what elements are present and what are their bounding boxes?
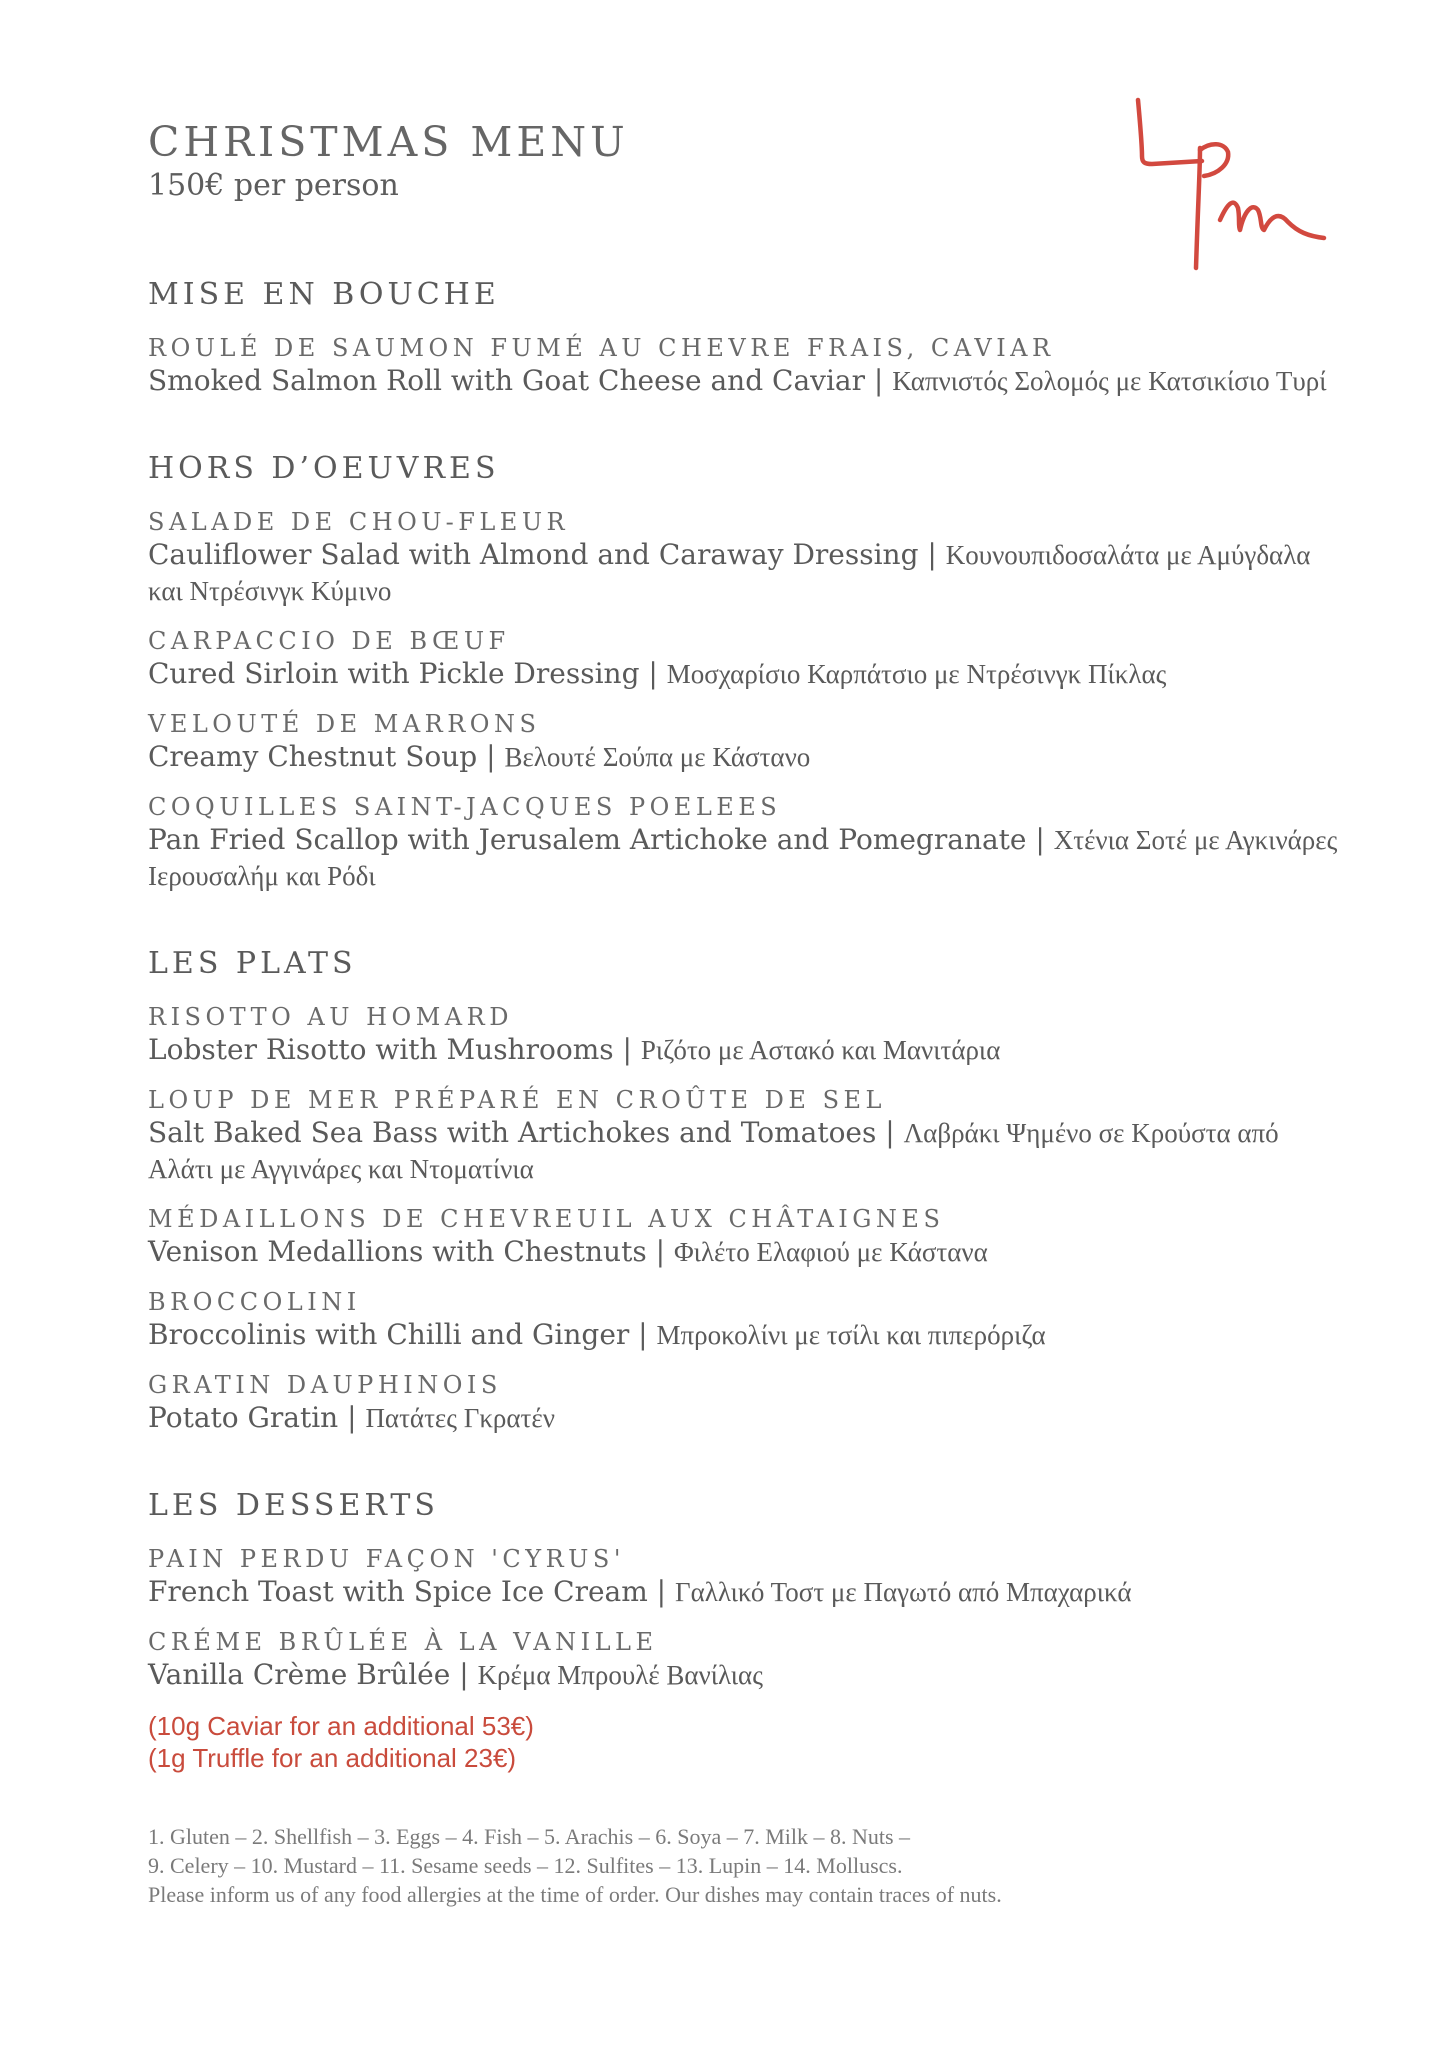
dish-french-name: PAIN PERDU FAÇON 'CYRUS' — [148, 1545, 625, 1573]
dish-french-name: BROCCOLINI — [148, 1288, 361, 1316]
dish-description — [148, 1032, 1338, 1068]
dish-description — [148, 1574, 1338, 1610]
dish-description — [148, 1234, 1338, 1270]
dish-separator: | — [647, 1575, 675, 1608]
dish-separator: | — [639, 657, 667, 690]
dish-separator: | — [1026, 823, 1054, 856]
dish-greek-name: Πατάτες Γκρατέν — [365, 1403, 555, 1433]
dish-item — [148, 1002, 1348, 1068]
dish-item — [148, 792, 1348, 894]
dish-greek-name: Κρέμα Μπρουλέ Βανίλιας — [477, 1660, 763, 1690]
dish-separator: | — [450, 1658, 478, 1691]
caviar-supplement: (10g Caviar for an additional 53€) — [148, 1711, 534, 1741]
dish-separator: | — [629, 1318, 657, 1351]
dish-separator: | — [918, 538, 946, 571]
dish-greek-name: Βελουτέ Σούπα με Κάστανο — [504, 742, 811, 772]
dish-separator: | — [613, 1033, 641, 1066]
dish-item — [148, 626, 1348, 692]
dish-greek-name: Μοσχαρίσιο Καρπάτσιο με Ντρέσινγκ Πίκλας — [666, 659, 1167, 689]
dish-item — [148, 1085, 1348, 1187]
supplements — [148, 1710, 1348, 1774]
dish-english-name: Creamy Chestnut Soup — [148, 740, 478, 773]
dish-item — [148, 507, 1348, 609]
dish-description — [148, 537, 1338, 609]
dish-separator: | — [338, 1401, 366, 1434]
allergen-list-line-2: 9. Celery – 10. Mustard – 11. Sesame seeds – 12. Sulfites – 13. Lupin – 14. Molluscs. — [148, 1853, 903, 1878]
dish-greek-name: Καπνιστός Σολομός με Κατσικίσιο Τυρί — [892, 366, 1327, 396]
dish-english-name: Smoked Salmon Roll with Goat Cheese and Caviar — [148, 364, 866, 397]
dish-french-name: SALADE DE CHOU-FLEUR — [148, 508, 570, 536]
dish-english-name: Pan Fried Scallop with Jerusalem Artichoke and Pomegranate — [148, 823, 1027, 856]
dish-french-name: GRATIN DAUPHINOIS — [148, 1371, 502, 1399]
dish-english-name: Potato Gratin — [148, 1401, 339, 1434]
section-mise-en-bouche — [148, 277, 1348, 399]
dish-french-name: RISOTTO AU HOMARD — [148, 1003, 513, 1031]
dish-greek-name: Ριζότο με Αστακό και Μανιτάρια — [640, 1035, 1001, 1065]
section-hors-doeuvres — [148, 451, 1348, 894]
dish-separator: | — [876, 1116, 904, 1149]
section-les-desserts — [148, 1488, 1348, 1693]
dish-french-name: MÉDAILLONS DE CHEVREUIL AUX CHÂTAIGNES — [148, 1205, 945, 1233]
dish-english-name: Lobster Risotto with Mushrooms — [148, 1033, 614, 1066]
dish-greek-name: Γαλλικό Τοστ με Παγωτό από Μπαχαρικά — [675, 1577, 1132, 1607]
truffle-supplement: (1g Truffle for an additional 23€) — [148, 1743, 517, 1773]
dish-item — [148, 1627, 1348, 1693]
section-les-plats — [148, 946, 1348, 1436]
dish-french-name: LOUP DE MER PRÉPARÉ EN CROÛTE DE SEL — [148, 1086, 886, 1114]
dish-separator: | — [865, 364, 893, 397]
allergen-notice — [148, 1822, 1348, 1909]
dish-item — [148, 1287, 1348, 1353]
menu-title: CHRISTMAS MENU — [148, 118, 629, 166]
dish-description — [148, 1115, 1338, 1187]
dish-separator: | — [646, 1235, 674, 1268]
dish-description — [148, 1317, 1338, 1353]
dish-english-name: Venison Medallions with Chestnuts — [148, 1235, 647, 1268]
dish-description — [148, 739, 1338, 775]
dish-english-name: French Toast with Spice Ice Cream — [148, 1575, 648, 1608]
dish-english-name: Cured Sirloin with Pickle Dressing — [148, 657, 640, 690]
dish-english-name: Broccolinis with Chilli and Ginger — [148, 1318, 630, 1351]
dish-item — [148, 333, 1348, 399]
dish-item — [148, 709, 1348, 775]
dish-french-name: VELOUTÉ DE MARRONS — [148, 710, 541, 738]
allergen-list-line-1: 1. Gluten – 2. Shellfish – 3. Eggs – 4. Fish – 5. Arachis – 6. Soya – 7. Milk – 8. Nuts – — [148, 1824, 911, 1849]
dish-french-name: COQUILLES SAINT-JACQUES POELEES — [148, 793, 782, 821]
dish-description — [148, 656, 1338, 692]
dish-french-name: CARPACCIO DE BŒUF — [148, 627, 510, 655]
dish-english-name: Vanilla Crème Brûlée — [148, 1658, 451, 1691]
dish-french-name: CRÉME BRÛLÉE À LA VANILLE — [148, 1628, 658, 1656]
section-title: LES DESSERTS — [148, 1488, 439, 1523]
dish-greek-name: Κουνουπιδοσαλάτα με Αμύγδαλα και Ντρέσινγκ Κύμινο — [148, 540, 1311, 606]
dish-item — [148, 1544, 1348, 1610]
dish-english-name: Cauliflower Salad with Almond and Caraway Dressing — [148, 538, 919, 571]
section-title: MISE EN BOUCHE — [148, 277, 500, 312]
dish-description — [148, 1657, 1338, 1693]
dish-description — [148, 822, 1338, 894]
section-title: HORS D’OEUVRES — [148, 451, 500, 486]
dish-separator: | — [477, 740, 505, 773]
dish-french-name: ROULÉ DE SAUMON FUMÉ AU CHEVRE FRAIS, CAVIAR — [148, 334, 1055, 362]
allergy-disclaimer: Please inform us of any food allergies at the time of order. Our dishes may contain traces of nuts. — [148, 1882, 1002, 1907]
dish-greek-name: Λαβράκι Ψημένο σε Κρούστα από Αλάτι με Αγγινάρες και Ντοματίνια — [148, 1118, 1279, 1184]
dish-greek-name: Φιλέτο Ελαφιού με Κάστανα — [673, 1237, 988, 1267]
menu-page — [148, 118, 1348, 1909]
dish-english-name: Salt Baked Sea Bass with Artichokes and Tomatoes — [148, 1116, 877, 1149]
dish-description — [148, 1400, 1338, 1436]
dish-greek-name: Χτένια Σοτέ με Αγκινάρες Ιερουσαλήμ και Ρόδι — [148, 825, 1338, 891]
dish-description — [148, 363, 1338, 399]
dish-item — [148, 1204, 1348, 1270]
dish-item — [148, 1370, 1348, 1436]
dish-greek-name: Μπροκολίνι με τσίλι και πιπερόριζα — [656, 1320, 1046, 1350]
section-title: LES PLATS — [148, 946, 357, 981]
menu-price: 150€ per person — [148, 168, 399, 203]
